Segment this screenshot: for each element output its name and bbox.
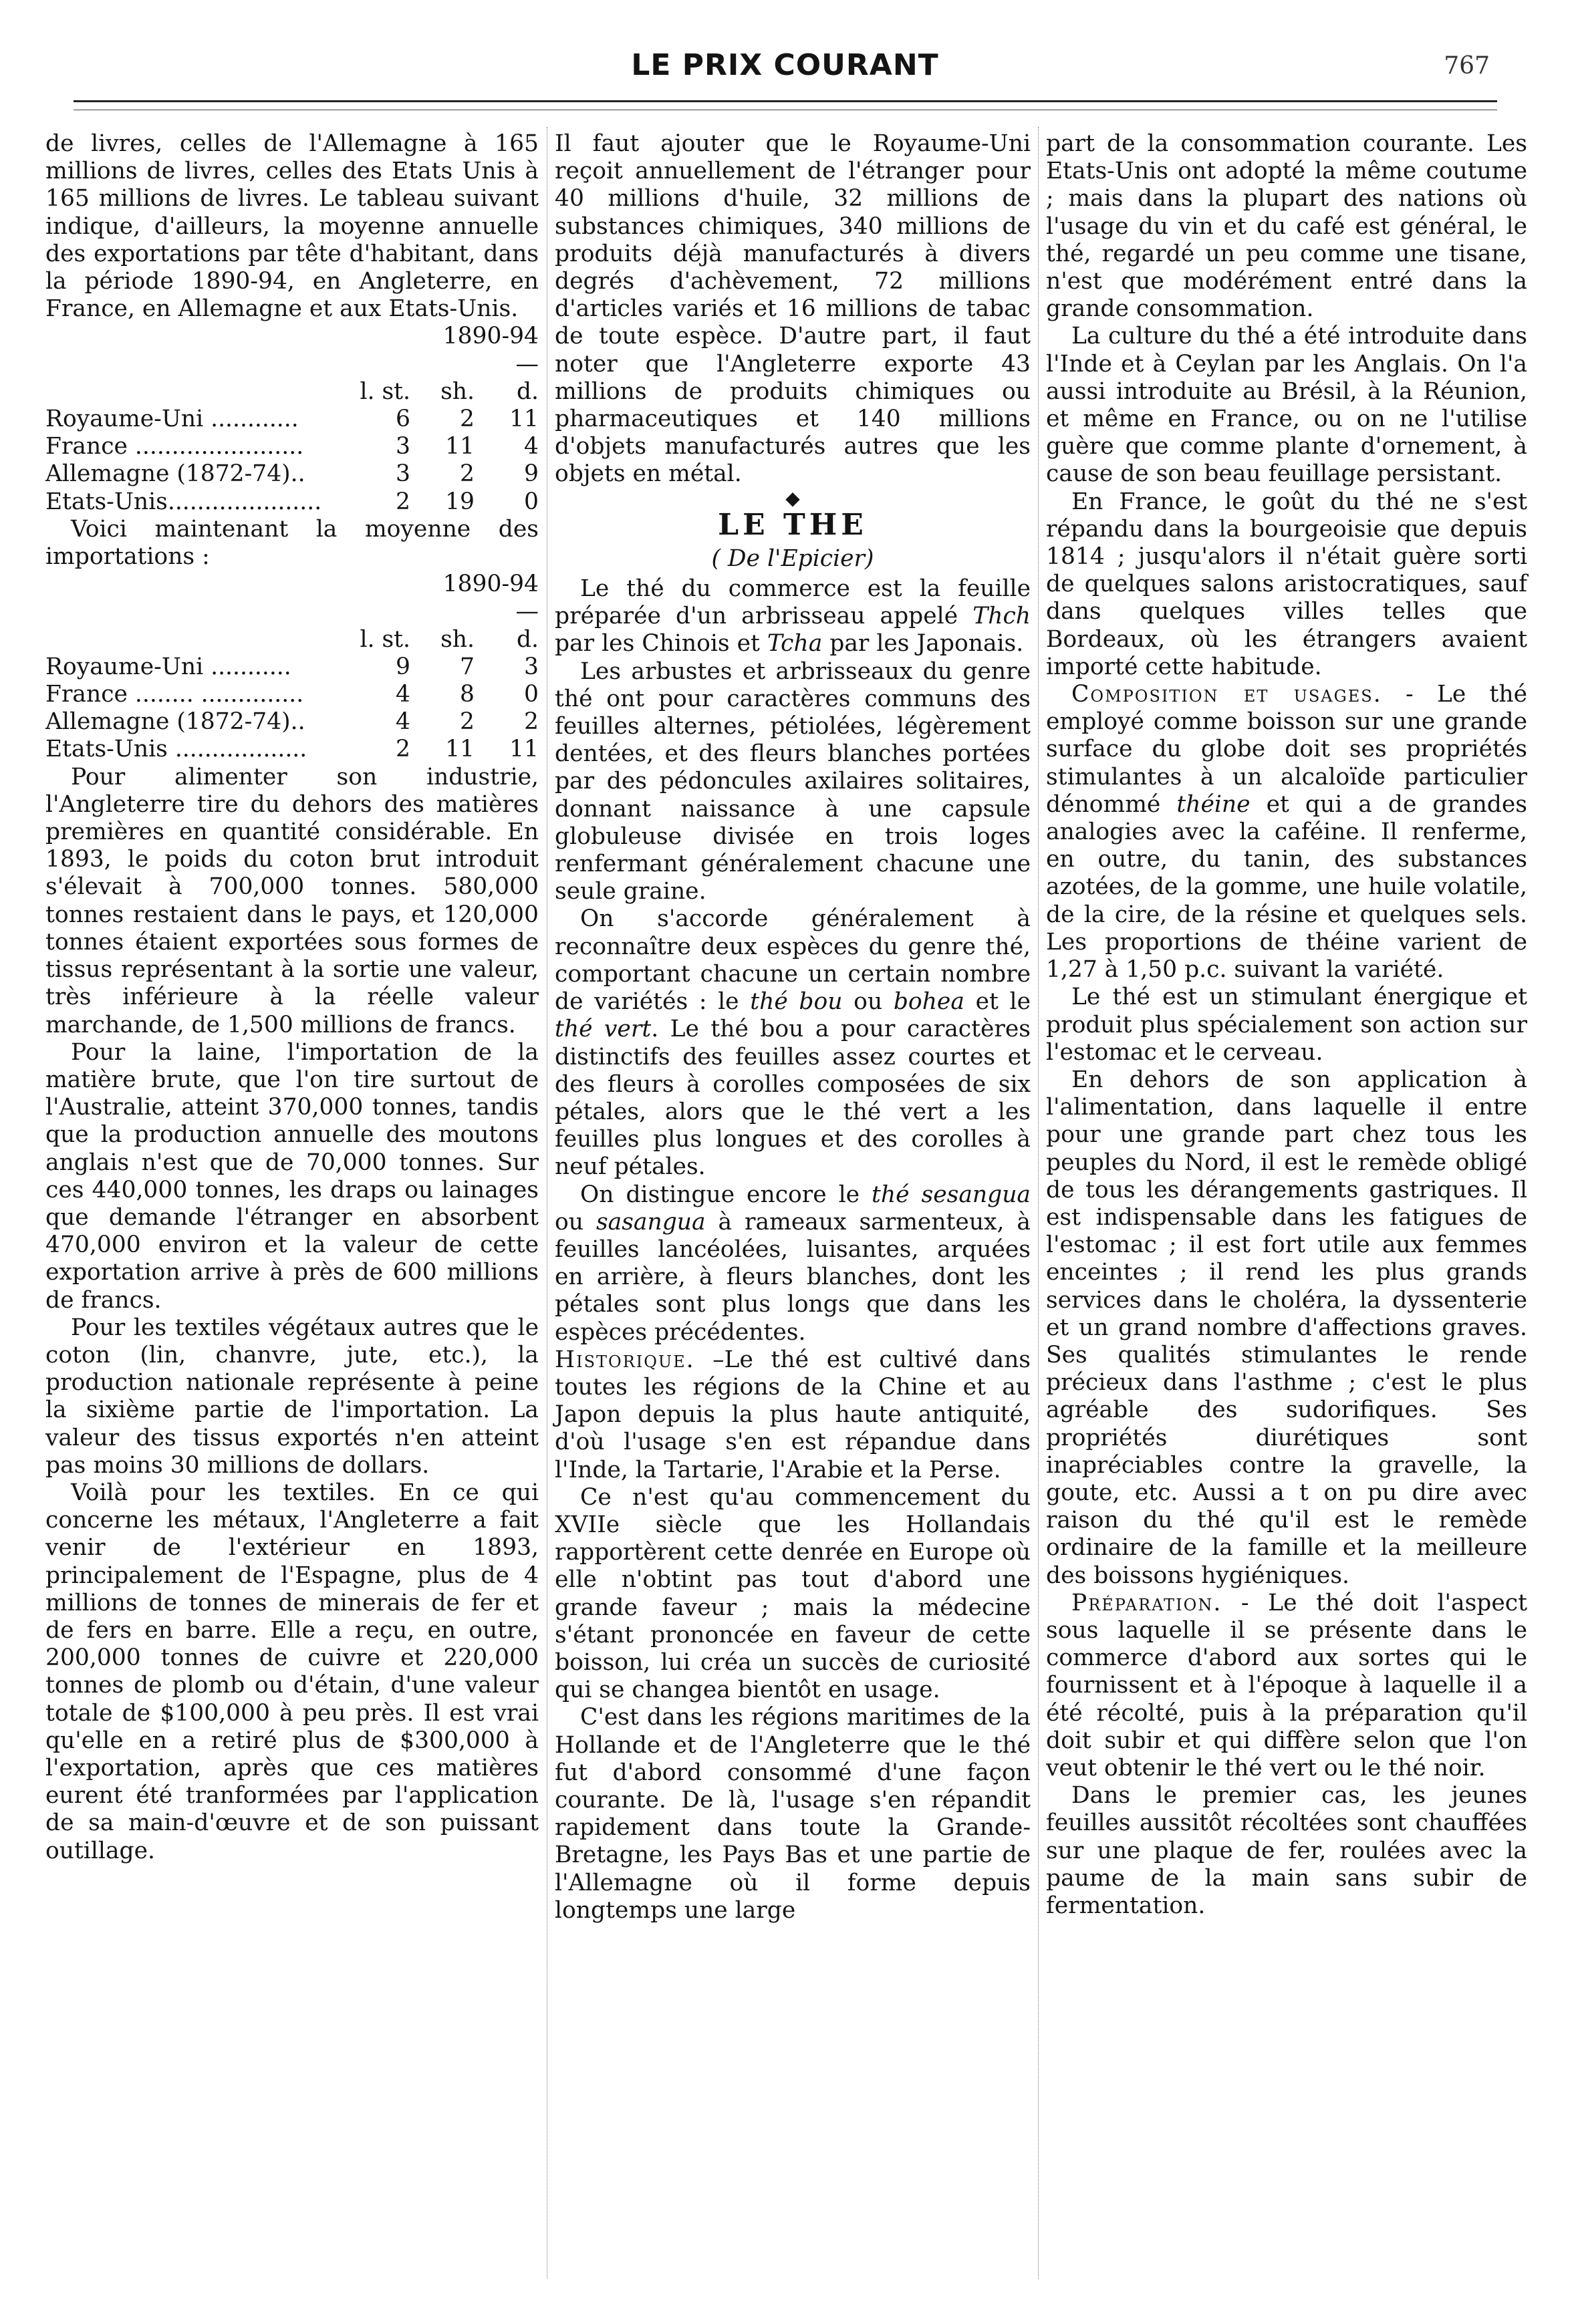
article-source: ( De l'Epicier) (711, 545, 874, 572)
text: Le thé du commerce est la feuille préparée d'un arbrisseau appelé (555, 575, 1031, 630)
text: –Le thé est cultivé dans toutes les régions de la Chine et au Japon depuis la plus haute antiquité, d'où l'usage s'en est répandue dans l'Inde, la Tartarie, l'Arabie et la Perse. (555, 1346, 1031, 1483)
table-period: 1890-94 (442, 323, 539, 350)
exports-table (45, 323, 539, 515)
subheading: Préparation. (1071, 1589, 1222, 1616)
country: France ........ .............. (45, 681, 304, 708)
text: On distingue encore le (580, 1181, 872, 1208)
text: par les Chinois et (555, 630, 767, 658)
unit-shillings: sh. (440, 625, 475, 653)
cell: 0 (524, 681, 539, 708)
text: ou (842, 988, 894, 1016)
cell: 3 (524, 653, 539, 680)
country: Royaume-Uni ........... (45, 653, 291, 680)
article-title: LE THE (718, 507, 868, 542)
paragraph: part de la consommation courante. Les Etats-Unis ont adopté la même coutume ; mais dans la plupart des nations où l'usage du vin et du café est général, le thé, regardé un peu comme une tisane, n'est que modérément entré dans la grande consommation. (1046, 130, 1527, 323)
ornament-icon: ◆ (785, 486, 800, 509)
paragraph (555, 905, 1031, 1181)
table-row (45, 736, 539, 763)
paragraph: Voici maintenant la moyenne des importations : (45, 515, 539, 571)
paragraph: Il faut ajouter que le Royaume-Uni reçoit annuellement de l'étranger pour 40 millions d'huile, 32 millions de substances chimiques, 340 millions de produits déjà manufacturés à divers degrés d'achèvement, 72 millions d'articles variés et 16 millions de tabac de toute espèce. D'autre part, il faut noter que l'Angleterre exporte 43 millions de produits chimiques ou pharmaceutiques et 140 millions d'objets manufacturés autres que les objets en métal. (555, 130, 1031, 488)
header-rule (74, 100, 1497, 102)
country: Royaume-Uni ............ (45, 406, 299, 433)
paragraph (555, 1346, 1031, 1484)
paragraph: Ce n'est qu'au commencement du XVIIe siècle que les Hollandais rapportèrent cette denrée en Europe où elle n'obtint pas tout d'abord une grande faveur ; mais la médecine s'étant prononcée en faveur de cette boisson, lui créa un succès de curiosité qui se changea bientôt en usage. (555, 1483, 1031, 1704)
column-2 (555, 130, 1031, 1924)
cell: 2 (396, 736, 410, 763)
table-row (45, 653, 539, 681)
paragraph: Pour la laine, l'importation de la matière brute, que l'on tire surtout de l'Australie, atteint 370,000 tonnes, tandis que la production annuelle des moutons anglais n'est que de 70,000 tonnes. Sur ces 440,000 tonnes, les draps ou lainages que demande l'étranger en absorbent 470,000 environ et la valeur de cette exportation arrive à près de 600 millions de francs. (45, 1038, 539, 1314)
term: théine (1176, 790, 1251, 818)
paragraph: Voilà pour les textiles. En ce qui concerne les métaux, l'Angleterre a fait venir de l'extérieur en 1893, principalement de l'Espagne, plus de 4 millions de tonnes de minerais de fer et de fers en barre. Elle a reçu, en outre, 200,000 tonnes de cuivre et 220,000 tonnes de plomb ou d'étain, d'une valeur totale de $100,000 à peu près. Il est vrai qu'elle en a retiré plus de $300,000 à l'exportation, après que ces matières eurent été tranformées par l'application de sa main-d'œuvre et de son puissant outillage. (45, 1479, 539, 1864)
column-1 (45, 130, 539, 1865)
cell: 9 (524, 460, 539, 488)
text: et qui a de grandes analogies avec la caféine. Il renferme, en outre, du tanin, des substances azotées, de la gomme, une huile volatile, de la cire, de la résine et quelques sels. Les proportions de théine varient de 1,27 à 1,50 p.c. suivant la variété. (1046, 790, 1527, 984)
country: Allemagne (1872-74).. (45, 708, 305, 736)
column-separator (1038, 127, 1039, 2279)
cell: 4 (396, 681, 410, 708)
paragraph: La culture du thé a été introduite dans l'Inde et à Ceylan par les Anglais. On l'a aussi introduite au Brésil, à la Réunion, et même en France, ou on ne l'utilise guère que comme plante d'ornement, à cause de son beau feuillage persistant. (1046, 323, 1527, 488)
cell: 2 (396, 488, 410, 515)
journal-title: LE PRIX COURANT (631, 48, 939, 82)
country: Etats-Unis..................... (45, 488, 322, 515)
cell: 0 (524, 488, 539, 515)
page-header (0, 48, 1570, 95)
cell: 11 (509, 736, 539, 763)
country: France ....................... (45, 433, 304, 460)
cell: 7 (460, 653, 475, 680)
country: Allemagne (1872-74).. (45, 460, 305, 488)
paragraph: C'est dans les régions maritimes de la Hollande et de l'Angleterre que le thé fut d'abord consommé d'une façon courante. De là, l'usage s'en répandit rapidement dans toute la Grande-Bretagne, les Pays Bas et une partie de l'Allemagne où il forme depuis longtemps une large (555, 1704, 1031, 1924)
cell: 4 (396, 708, 410, 736)
paragraph: Les arbustes et arbrisseaux du genre thé ont pour caractères communs des feuilles alternes, pétiolées, légèrement dentées, et des fleurs blanches portées par des pédoncules axilaires solitaires, donnant naissance à une capsule globuleuse divisée en trois loges renfermant généralement chacune une seule graine. (555, 658, 1031, 905)
table-row (45, 460, 539, 488)
table-row (45, 708, 539, 736)
unit-pounds: l. st. (360, 625, 410, 653)
cell: 11 (445, 736, 475, 763)
table-header-row (45, 626, 539, 653)
text: - Le thé employé comme boisson sur une grande surface du globe doit ses propriétés stimulantes à un alcaloïde particulier dénommé (1046, 681, 1527, 818)
paragraph (555, 1181, 1031, 1346)
table-row (45, 406, 539, 433)
text: - Le thé doit l'aspect sous laquelle il se présente dans le commerce d'abord aux sortes qui le fournissent et à l'époque à laquelle il a été récolté, puis à la préparation qu'il doit subir et qui diffère selon que l'on veut obtenir le thé vert ou le thé noir. (1046, 1589, 1527, 1781)
cell: 11 (445, 433, 475, 460)
paragraph (1046, 681, 1527, 984)
term: thé vert (555, 1016, 652, 1043)
text: à rameaux sarmenteux, à feuilles lancéolées, luisantes, arquées en arrière, à fleurs blanches, dont les pétales sont plus longs que dans les espèces précédentes. (555, 1208, 1031, 1346)
cell: 2 (524, 708, 539, 736)
column-3 (1046, 130, 1527, 1920)
cell: 19 (445, 488, 475, 515)
paragraph (1046, 1590, 1527, 1782)
term: Tcha (767, 630, 823, 658)
table-header-row (45, 378, 539, 406)
paragraph: Dans le premier cas, les jeunes feuilles aussitôt récoltées sont chauffées sur une plaque de fer, roulées avec la paume de la main sans subir de fermentation. (1046, 1782, 1527, 1919)
paragraph: Pour alimenter son industrie, l'Angleterre tire du dehors des matières premières en quantité considérable. En 1893, le poids du coton brut introduit s'élevait à 700,000 tonnes. 580,000 tonnes restaient dans le pays, et 120,000 tonnes étaient exportées sous formes de tissus représentant à la sortie une valeur, très inférieure à la réelle valeur marchande, de 1,500 millions de francs. (45, 763, 539, 1038)
country: Etats-Unis .................. (45, 736, 307, 763)
term: bohea (893, 988, 964, 1016)
subheading: Composition et usages. (1071, 681, 1382, 708)
term: Thch (972, 603, 1031, 630)
table-dash: — (515, 350, 539, 378)
cell: 6 (396, 406, 410, 433)
paragraph: En dehors de son application à l'alimentation, dans laquelle il entre pour une grande part chez tous les peuples du Nord, il est le remède obligé de tous les dérangements gastriques. Il est indispensable dans les fatigues de l'estomac ; il est fort utile aux femmes enceintes ; il rend les plus grands services dans le choléra, la dyssenterie et un grand nombre d'affections graves. Ses qualités stimulantes le rende précieux dans l'asthme ; c'est le plus agréable des sudorifiques. Ses propriétés diurétiques sont inapréciables contre la gravelle, la goute, etc. Aussi a t on pu dire avec raison du thé qu'il est le remède ordinaire de la famille et la meilleure des boissons hygiéniques. (1046, 1066, 1527, 1589)
paragraph: Pour les textiles végétaux autres que le coton (lin, chanvre, jute, etc.), la production nationale représente à peine la sixième partie de l'importation. La valeur des tissus exportés n'en atteint pas moins 30 millions de dollars. (45, 1314, 539, 1479)
cell: 4 (524, 433, 539, 460)
cell: 3 (396, 433, 410, 460)
table-dash: — (515, 598, 539, 625)
text: par les Japonais. (822, 630, 1024, 658)
paragraph: En France, le goût du thé ne s'est répandu dans la bourgeoisie que depuis 1814 ; jusqu'alors il n'était guère sorti de quelques salons aristocratiques, sauf dans quelques villes telles que Bordeaux, où les étrangers avaient importé cette habitude. (1046, 488, 1527, 680)
cell: 2 (460, 406, 475, 433)
cell: 8 (460, 681, 475, 708)
text: et le (964, 988, 1031, 1016)
cell: 2 (460, 708, 475, 736)
cell: 11 (509, 406, 539, 433)
imports-table (45, 571, 539, 763)
subheading: Historique. (555, 1346, 695, 1373)
text: ou (555, 1208, 596, 1236)
unit-pence: d. (516, 625, 539, 653)
table-row (45, 681, 539, 708)
paragraph (555, 575, 1031, 658)
paragraph: de livres, celles de l'Allemagne à 165 millions de livres, celles des Etats Unis à 165 millions de livres. Le tableau suivant indique, d'ailleurs, la moyenne annuelle des exportations par tête d'habitant, dans la période 1890-94, en Angleterre, en France, en Allemagne et aux Etats-Unis. (45, 130, 539, 323)
text: . Le thé bou a pour caractères distinctifs des feuilles assez courtes et des fleurs à corolles composées de six pétales, alors que le thé vert a les feuilles plus longues et des corolles à neuf pétales. (555, 1016, 1031, 1181)
page-number: 767 (1444, 52, 1490, 80)
term: thé bou (750, 988, 843, 1016)
unit-pounds: l. st. (360, 378, 410, 405)
table-row (45, 433, 539, 460)
cell: 2 (460, 460, 475, 488)
cell: 9 (396, 653, 410, 680)
cell: 3 (396, 460, 410, 488)
text: On s'accorde généralement à reconnaître deux espèces du genre thé, comportant chacune un certain nombre de variétés : le (555, 905, 1031, 1016)
paragraph: Le thé est un stimulant énergique et produit plus spécialement son action sur l'estomac et le cerveau. (1046, 984, 1527, 1066)
table-row (45, 488, 539, 516)
term: sasangua (596, 1208, 706, 1236)
term: thé sesangua (872, 1181, 1031, 1208)
table-period: 1890-94 (442, 571, 539, 598)
unit-pence: d. (516, 378, 539, 405)
unit-shillings: sh. (440, 378, 475, 405)
